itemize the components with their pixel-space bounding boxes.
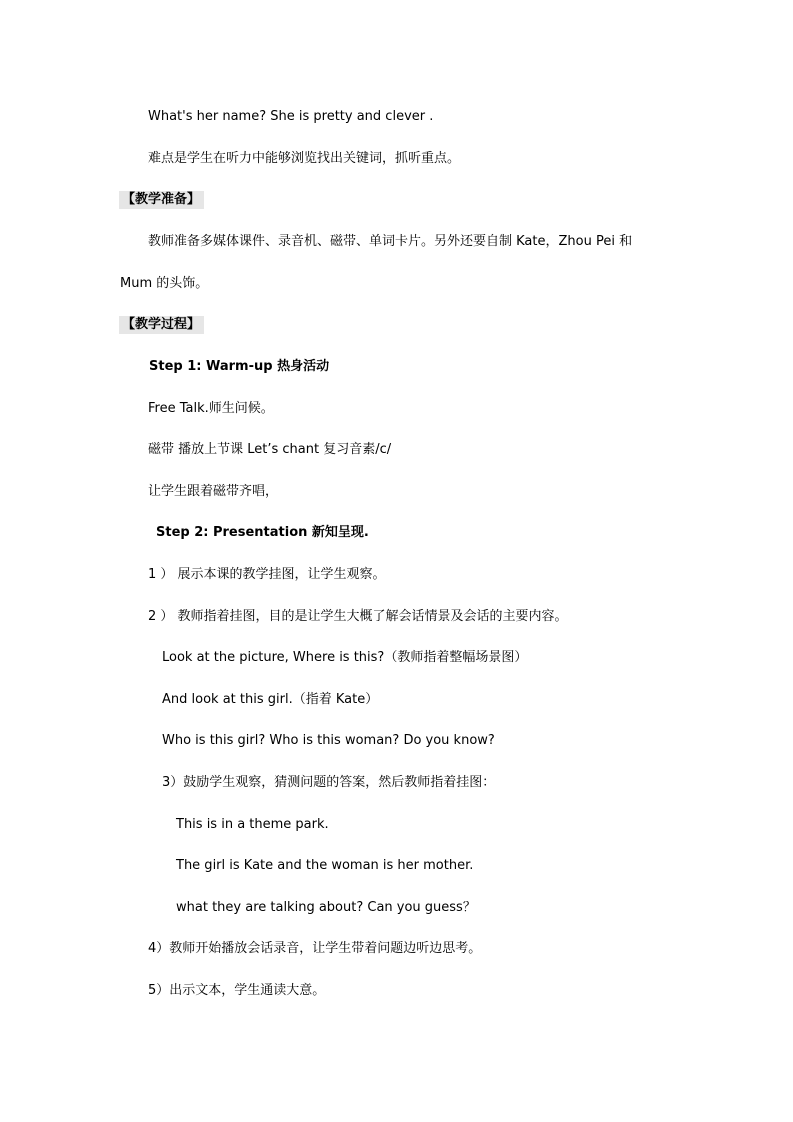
text-line: 难点是学生在听力中能够浏览找出关键词，抓听重点。	[148, 151, 461, 166]
step-heading: Step 1: Warm-up 热身活动	[149, 359, 330, 374]
section-heading-preparation: 【教学准备】	[119, 191, 204, 209]
text-line: 4）教师开始播放会话录音，让学生带着问题边听边思考。	[148, 941, 482, 956]
text-line: This is in a theme park.	[176, 817, 329, 832]
text-line: 3）鼓励学生观察，猜测问题的答案，然后教师指着挂图：	[162, 775, 496, 790]
text-line: what they are talking about? Can you guess？	[176, 900, 476, 915]
text-line: 让学生跟着磁带齐唱，	[148, 484, 279, 499]
text-line: 2 ） 教师指着挂图，目的是让学生大概了解会话情景及会话的主要内容。	[148, 609, 568, 624]
text-line: Look at the picture, Where is this?（教师指着整幅场景图）	[162, 650, 528, 665]
step-heading: Step 2: Presentation 新知呈现.	[156, 525, 369, 540]
text-line: 教师准备多媒体课件、录音机、磁带、单词卡片。另外还要自制 Kate，Zhou Pei 和	[148, 234, 633, 249]
text-line: Who is this girl? Who is this woman? Do you know?	[162, 733, 495, 748]
text-line: 磁带 播放上节课 Let’s chant 复习音素/c/	[148, 442, 392, 457]
text-line: Mum 的头饰。	[120, 276, 209, 291]
text-line: And look at this girl.（指着 Kate）	[162, 692, 379, 707]
text-line: The girl is Kate and the woman is her mother.	[176, 858, 474, 873]
text-line: 5）出示文本，学生通读大意。	[148, 983, 326, 998]
section-heading-process: 【教学过程】	[119, 316, 204, 334]
text-line: What's her name? She is pretty and clever .	[148, 109, 434, 124]
text-line: Free Talk.师生问候。	[148, 401, 274, 416]
text-line: 1 ） 展示本课的教学挂图，让学生观察。	[148, 567, 386, 582]
